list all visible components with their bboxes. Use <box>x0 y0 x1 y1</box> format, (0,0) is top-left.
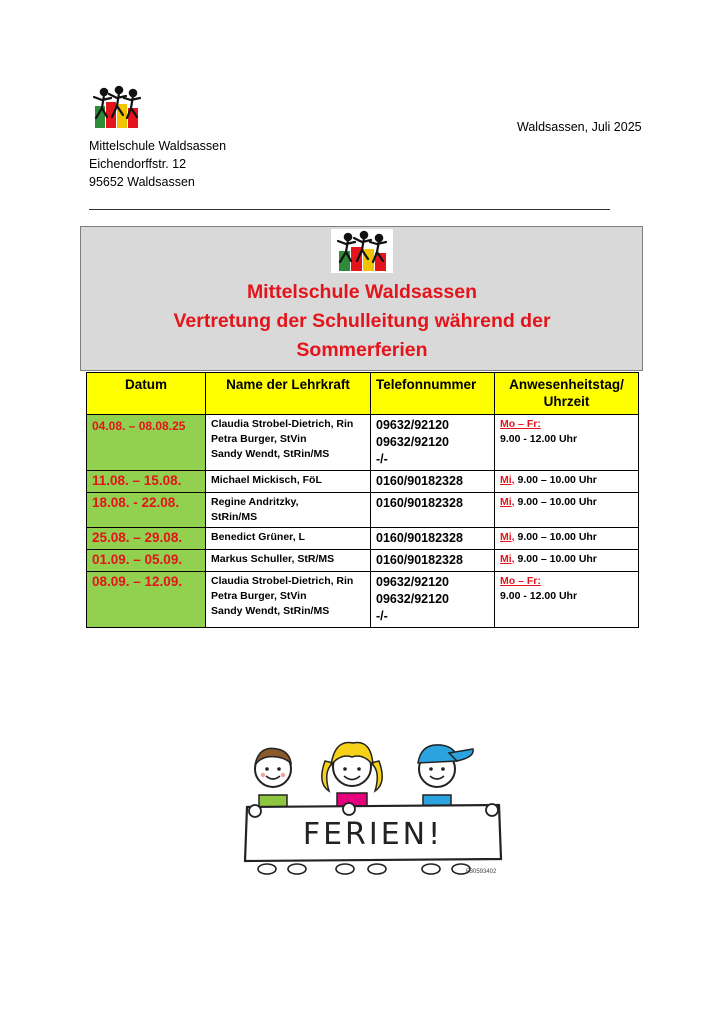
attendance-day: Mi, <box>500 553 515 565</box>
teacher-cell <box>206 415 371 471</box>
table-row <box>87 550 639 572</box>
teacher-name: Benedict Grüner, L <box>211 531 305 543</box>
address-line: Eichendorffstr. 12 <box>89 157 187 171</box>
teacher-name: StRin/MS <box>211 511 258 523</box>
phone-cell <box>371 572 495 628</box>
teacher-name: Sandy Wendt, StRin/MS <box>211 448 330 460</box>
phone-number: 09632/92120 <box>376 592 449 606</box>
address-line: 95652 Waldsassen <box>89 175 195 189</box>
attendance-day: Mi, <box>500 531 515 543</box>
table-header-row <box>87 373 639 415</box>
teacher-cell <box>206 471 371 493</box>
phone-cell <box>371 471 495 493</box>
image-code: F30593402 <box>466 869 497 875</box>
attendance-cell <box>495 550 639 572</box>
teacher-cell <box>206 550 371 572</box>
phone-cell <box>371 493 495 528</box>
teacher-cell <box>206 528 371 550</box>
banner-title-line: Vertretung der Schulleitung während der <box>173 310 551 332</box>
attendance-day: Mo – Fr: <box>500 418 541 430</box>
table-row <box>87 572 639 628</box>
sign-text: FERIEN! <box>302 817 444 852</box>
banner-title-line: Sommerferien <box>296 339 428 361</box>
teacher-name: Claudia Strobel-Dietrich, Rin <box>211 418 354 430</box>
teacher-name: Michael Mickisch, FöL <box>211 474 322 486</box>
date-cell: 11.08. – 15.08. <box>87 471 206 493</box>
date-cell: 18.08. - 22.08. <box>87 493 206 528</box>
school-logo <box>89 84 145 130</box>
attendance-day: Mi, <box>500 474 515 486</box>
table-row <box>87 471 639 493</box>
attendance-day: Mi, <box>500 496 515 508</box>
attendance-time: 9.00 – 10.00 Uhr <box>514 553 597 565</box>
phone-number: -/- <box>376 452 388 466</box>
attendance-time: 9.00 – 10.00 Uhr <box>514 496 597 508</box>
table-row <box>87 493 639 528</box>
school-address <box>89 137 226 191</box>
teacher-name: Claudia Strobel-Dietrich, Rin <box>211 575 354 587</box>
letter-date: Waldsassen, Juli 2025 <box>517 120 642 134</box>
attendance-time: 9.00 – 10.00 Uhr <box>514 474 597 486</box>
phone-cell <box>371 415 495 471</box>
header-phone: Telefonnummer <box>371 373 495 415</box>
divider-line <box>89 209 610 210</box>
teacher-cell <box>206 572 371 628</box>
attendance-time: 9.00 - 12.00 Uhr <box>500 590 578 602</box>
attendance-time: 9.00 – 10.00 Uhr <box>514 531 597 543</box>
date-cell: 01.09. – 05.09. <box>87 550 206 572</box>
phone-cell <box>371 550 495 572</box>
phone-number: 0160/90182328 <box>376 474 463 488</box>
attendance-day: Mo – Fr: <box>500 575 541 587</box>
attendance-cell <box>495 471 639 493</box>
phone-number: 09632/92120 <box>376 418 449 432</box>
table-row <box>87 415 639 471</box>
teacher-name: Petra Burger, StVin <box>211 590 307 602</box>
banner-title-line: Mittelschule Waldsassen <box>246 281 478 303</box>
date-cell: 08.09. – 12.09. <box>87 572 206 628</box>
teacher-cell <box>206 493 371 528</box>
date-cell: 25.08. – 29.08. <box>87 528 206 550</box>
phone-number: 0160/90182328 <box>376 553 463 567</box>
substitution-table <box>86 372 639 628</box>
attendance-cell <box>495 572 639 628</box>
attendance-cell <box>495 493 639 528</box>
attendance-cell <box>495 528 639 550</box>
table-row <box>87 528 639 550</box>
phone-number: 09632/92120 <box>376 575 449 589</box>
phone-number: 09632/92120 <box>376 435 449 449</box>
date-cell: 04.08. – 08.08.25 <box>87 415 206 471</box>
address-line: Mittelschule Waldsassen <box>89 139 227 153</box>
phone-number: -/- <box>376 609 388 623</box>
teacher-name: Petra Burger, StVin <box>211 433 307 445</box>
teacher-name: Sandy Wendt, StRin/MS <box>211 605 330 617</box>
attendance-time: 9.00 - 12.00 Uhr <box>500 433 578 445</box>
teacher-name: Regine Andritzky, <box>211 496 299 508</box>
header-date: Datum <box>87 373 206 415</box>
kids-holiday-illustration <box>237 731 515 879</box>
school-logo-banner <box>331 229 393 273</box>
attendance-cell <box>495 415 639 471</box>
header-teacher: Name der Lehrkraft <box>206 373 371 415</box>
header-attendance: Anwesenheitstag/ Uhrzeit <box>495 373 639 415</box>
phone-number: 0160/90182328 <box>376 496 463 510</box>
teacher-name: Markus Schuller, StR/MS <box>211 553 335 565</box>
phone-cell <box>371 528 495 550</box>
phone-number: 0160/90182328 <box>376 531 463 545</box>
banner-title <box>0 278 724 365</box>
